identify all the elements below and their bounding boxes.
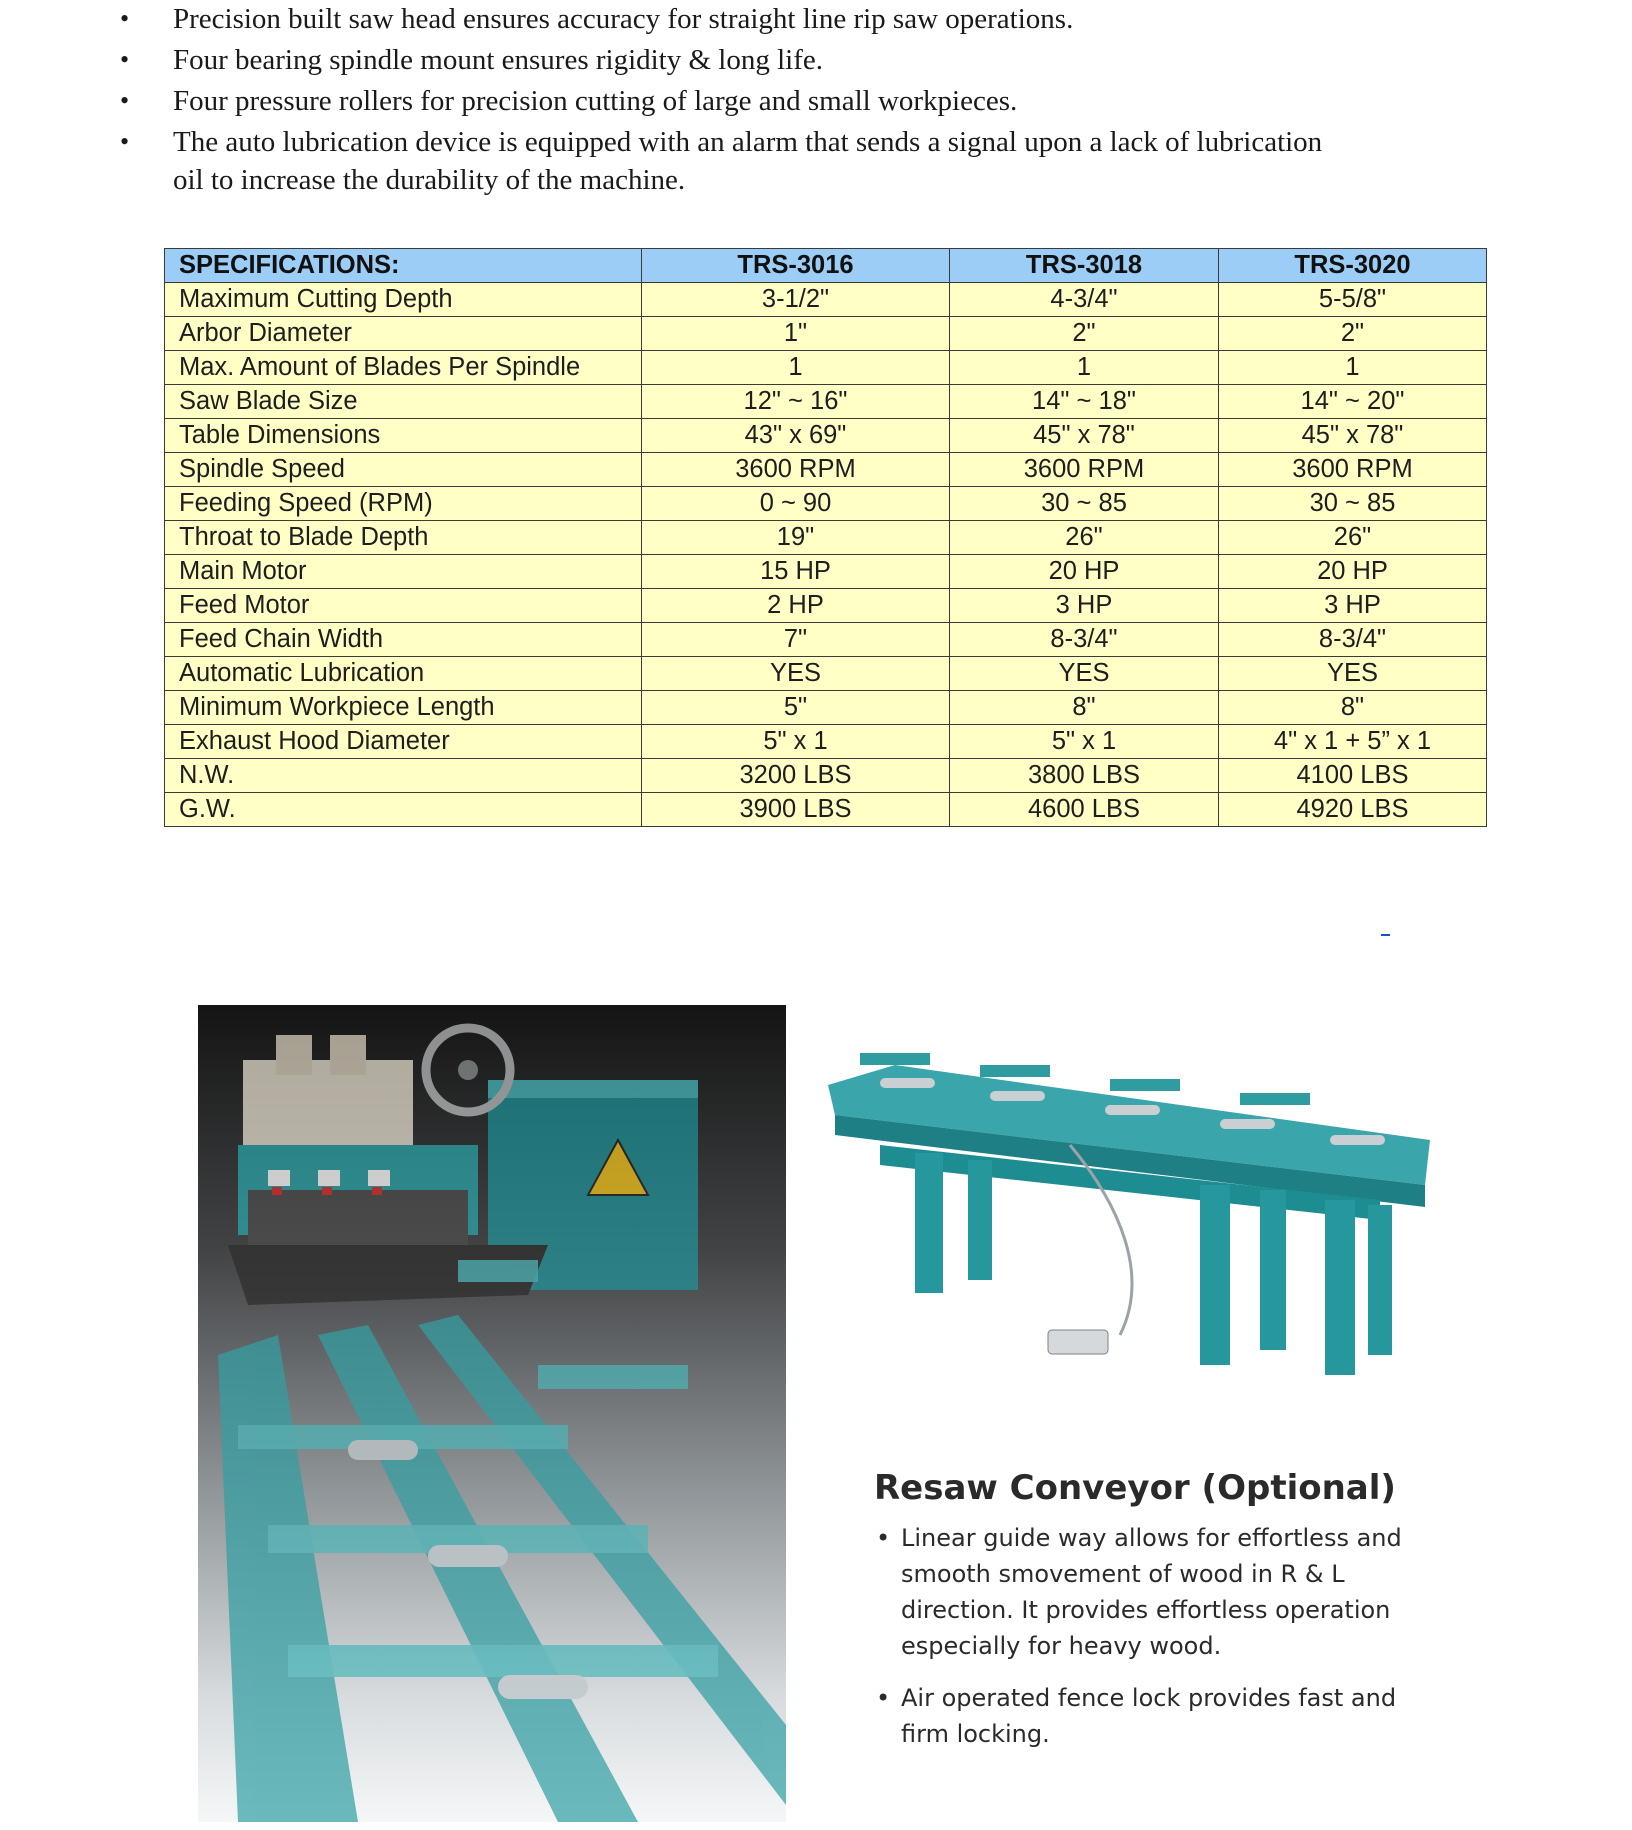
bullet-icon: • bbox=[120, 127, 130, 156]
spec-label-cell: Automatic Lubrication bbox=[165, 657, 642, 691]
spec-value-cell: 4-3/4" bbox=[950, 283, 1219, 317]
spec-label-cell: Arbor Diameter bbox=[165, 317, 642, 351]
table-row bbox=[165, 283, 1487, 317]
table-row bbox=[165, 555, 1487, 589]
spec-value-cell: 3 HP bbox=[1219, 589, 1487, 623]
specifications-table bbox=[164, 248, 1487, 827]
table-header-cell: TRS-3020 bbox=[1219, 249, 1487, 283]
spec-value-cell: 3600 RPM bbox=[950, 453, 1219, 487]
resaw-conveyor-photo bbox=[820, 1035, 1432, 1385]
table-row bbox=[165, 725, 1487, 759]
spec-value-cell: 20 HP bbox=[950, 555, 1219, 589]
spec-label-cell: Maximum Cutting Depth bbox=[165, 283, 642, 317]
feature-text: The auto lubrication device is equipped with an alarm that sends a signal upon a lack of lubrication oil to increase the durability of the machine. bbox=[173, 126, 1323, 196]
spec-label-cell: Throat to Blade Depth bbox=[165, 521, 642, 555]
spec-value-cell: 3600 RPM bbox=[642, 453, 950, 487]
table-row bbox=[165, 453, 1487, 487]
spec-label-cell: Exhaust Hood Diameter bbox=[165, 725, 642, 759]
rip-saw-machine-image bbox=[198, 1005, 786, 1822]
table-row bbox=[165, 521, 1487, 555]
spec-label-cell: Feed Chain Width bbox=[165, 623, 642, 657]
spec-value-cell: 0 ~ 90 bbox=[642, 487, 950, 521]
spec-value-cell: 20 HP bbox=[1219, 555, 1487, 589]
spec-value-cell: 3900 LBS bbox=[642, 793, 950, 827]
spec-value-cell: 1 bbox=[950, 351, 1219, 385]
table-body bbox=[165, 283, 1487, 827]
spec-value-cell: 43" x 69" bbox=[642, 419, 950, 453]
bullet-icon: • bbox=[876, 1524, 891, 1552]
feature-text: Four bearing spindle mount ensures rigidity & long life. bbox=[173, 44, 823, 76]
feature-text: Precision built saw head ensures accuracy for straight line rip saw operations. bbox=[173, 3, 1074, 35]
spec-label-cell: Max. Amount of Blades Per Spindle bbox=[165, 351, 642, 385]
resaw-conveyor-image bbox=[820, 1035, 1432, 1385]
spec-value-cell: 2" bbox=[1219, 317, 1487, 351]
spec-value-cell: 30 ~ 85 bbox=[950, 487, 1219, 521]
spec-value-cell: 15 HP bbox=[642, 555, 950, 589]
spec-value-cell: 45" x 78" bbox=[1219, 419, 1487, 453]
spec-value-cell: 1" bbox=[642, 317, 950, 351]
spec-value-cell: 8-3/4" bbox=[1219, 623, 1487, 657]
spec-label-cell: G.W. bbox=[165, 793, 642, 827]
feature-text: Four pressure rollers for precision cutting of large and small workpieces. bbox=[173, 85, 1018, 117]
spec-value-cell: 26" bbox=[1219, 521, 1487, 555]
bullet-icon: • bbox=[120, 86, 130, 115]
spec-value-cell: 12" ~ 16" bbox=[642, 385, 950, 419]
resaw-feature-item bbox=[874, 1520, 1434, 1664]
spec-label-cell: Main Motor bbox=[165, 555, 642, 589]
spec-value-cell: 5" x 1 bbox=[642, 725, 950, 759]
spec-value-cell: 4100 LBS bbox=[1219, 759, 1487, 793]
table-header-row bbox=[165, 249, 1487, 283]
resaw-feature-text: Linear guide way allows for effortless and smooth smovement of wood in R & L direction. It provides effortless operation especially for heavy wood. bbox=[901, 1524, 1402, 1660]
resaw-title: Resaw Conveyor (Optional) bbox=[874, 1468, 1396, 1508]
spec-value-cell: 1 bbox=[642, 351, 950, 385]
spec-value-cell: 30 ~ 85 bbox=[1219, 487, 1487, 521]
table-header-cell: TRS-3018 bbox=[950, 249, 1219, 283]
rip-saw-machine-photo bbox=[198, 1005, 786, 1822]
table-row bbox=[165, 351, 1487, 385]
spec-value-cell: 3-1/2" bbox=[642, 283, 950, 317]
spec-value-cell: YES bbox=[642, 657, 950, 691]
table-row bbox=[165, 487, 1487, 521]
spec-value-cell: 5" x 1 bbox=[950, 725, 1219, 759]
spec-value-cell: 4600 LBS bbox=[950, 793, 1219, 827]
spec-value-cell: 26" bbox=[950, 521, 1219, 555]
spec-value-cell: 7" bbox=[642, 623, 950, 657]
table-row bbox=[165, 589, 1487, 623]
bullet-icon: • bbox=[120, 45, 130, 74]
spec-value-cell: 4" x 1 + 5” x 1 bbox=[1219, 725, 1487, 759]
table-row bbox=[165, 385, 1487, 419]
spec-value-cell: 14" ~ 18" bbox=[950, 385, 1219, 419]
spec-value-cell: 45" x 78" bbox=[950, 419, 1219, 453]
spec-value-cell: 5-5/8" bbox=[1219, 283, 1487, 317]
spec-label-cell: N.W. bbox=[165, 759, 642, 793]
table-row bbox=[165, 793, 1487, 827]
spec-value-cell: 2" bbox=[950, 317, 1219, 351]
spec-value-cell: 5" bbox=[642, 691, 950, 725]
link-underline[interactable] bbox=[1381, 934, 1390, 936]
spec-value-cell: 8-3/4" bbox=[950, 623, 1219, 657]
spec-value-cell: 4920 LBS bbox=[1219, 793, 1487, 827]
spec-value-cell: 8" bbox=[950, 691, 1219, 725]
spec-value-cell: 8" bbox=[1219, 691, 1487, 725]
table-row bbox=[165, 759, 1487, 793]
bullet-icon: • bbox=[120, 4, 130, 33]
table-header-cell: TRS-3016 bbox=[642, 249, 950, 283]
spec-label-cell: Table Dimensions bbox=[165, 419, 642, 453]
spec-label-cell: Feed Motor bbox=[165, 589, 642, 623]
spec-value-cell: 3 HP bbox=[950, 589, 1219, 623]
spec-value-cell: 2 HP bbox=[642, 589, 950, 623]
table-header-cell: SPECIFICATIONS: bbox=[165, 249, 642, 283]
spec-value-cell: 3600 RPM bbox=[1219, 453, 1487, 487]
spec-value-cell: 3200 LBS bbox=[642, 759, 950, 793]
spec-label-cell: Spindle Speed bbox=[165, 453, 642, 487]
table-row bbox=[165, 623, 1487, 657]
resaw-feature-text: Air operated fence lock provides fast and firm locking. bbox=[901, 1684, 1397, 1748]
resaw-feature-item bbox=[874, 1680, 1434, 1752]
spec-value-cell: YES bbox=[1219, 657, 1487, 691]
table-row bbox=[165, 419, 1487, 453]
table-row bbox=[165, 657, 1487, 691]
spec-value-cell: 14" ~ 20" bbox=[1219, 385, 1487, 419]
resaw-conveyor-section bbox=[874, 1466, 1434, 1752]
spec-label-cell: Feeding Speed (RPM) bbox=[165, 487, 642, 521]
table-row bbox=[165, 317, 1487, 351]
spec-label-cell: Minimum Workpiece Length bbox=[165, 691, 642, 725]
spec-value-cell: 19" bbox=[642, 521, 950, 555]
table-row bbox=[165, 691, 1487, 725]
spec-value-cell: 3800 LBS bbox=[950, 759, 1219, 793]
bullet-icon: • bbox=[876, 1684, 891, 1712]
spec-label-cell: Saw Blade Size bbox=[165, 385, 642, 419]
spec-value-cell: 1 bbox=[1219, 351, 1487, 385]
spec-value-cell: YES bbox=[950, 657, 1219, 691]
